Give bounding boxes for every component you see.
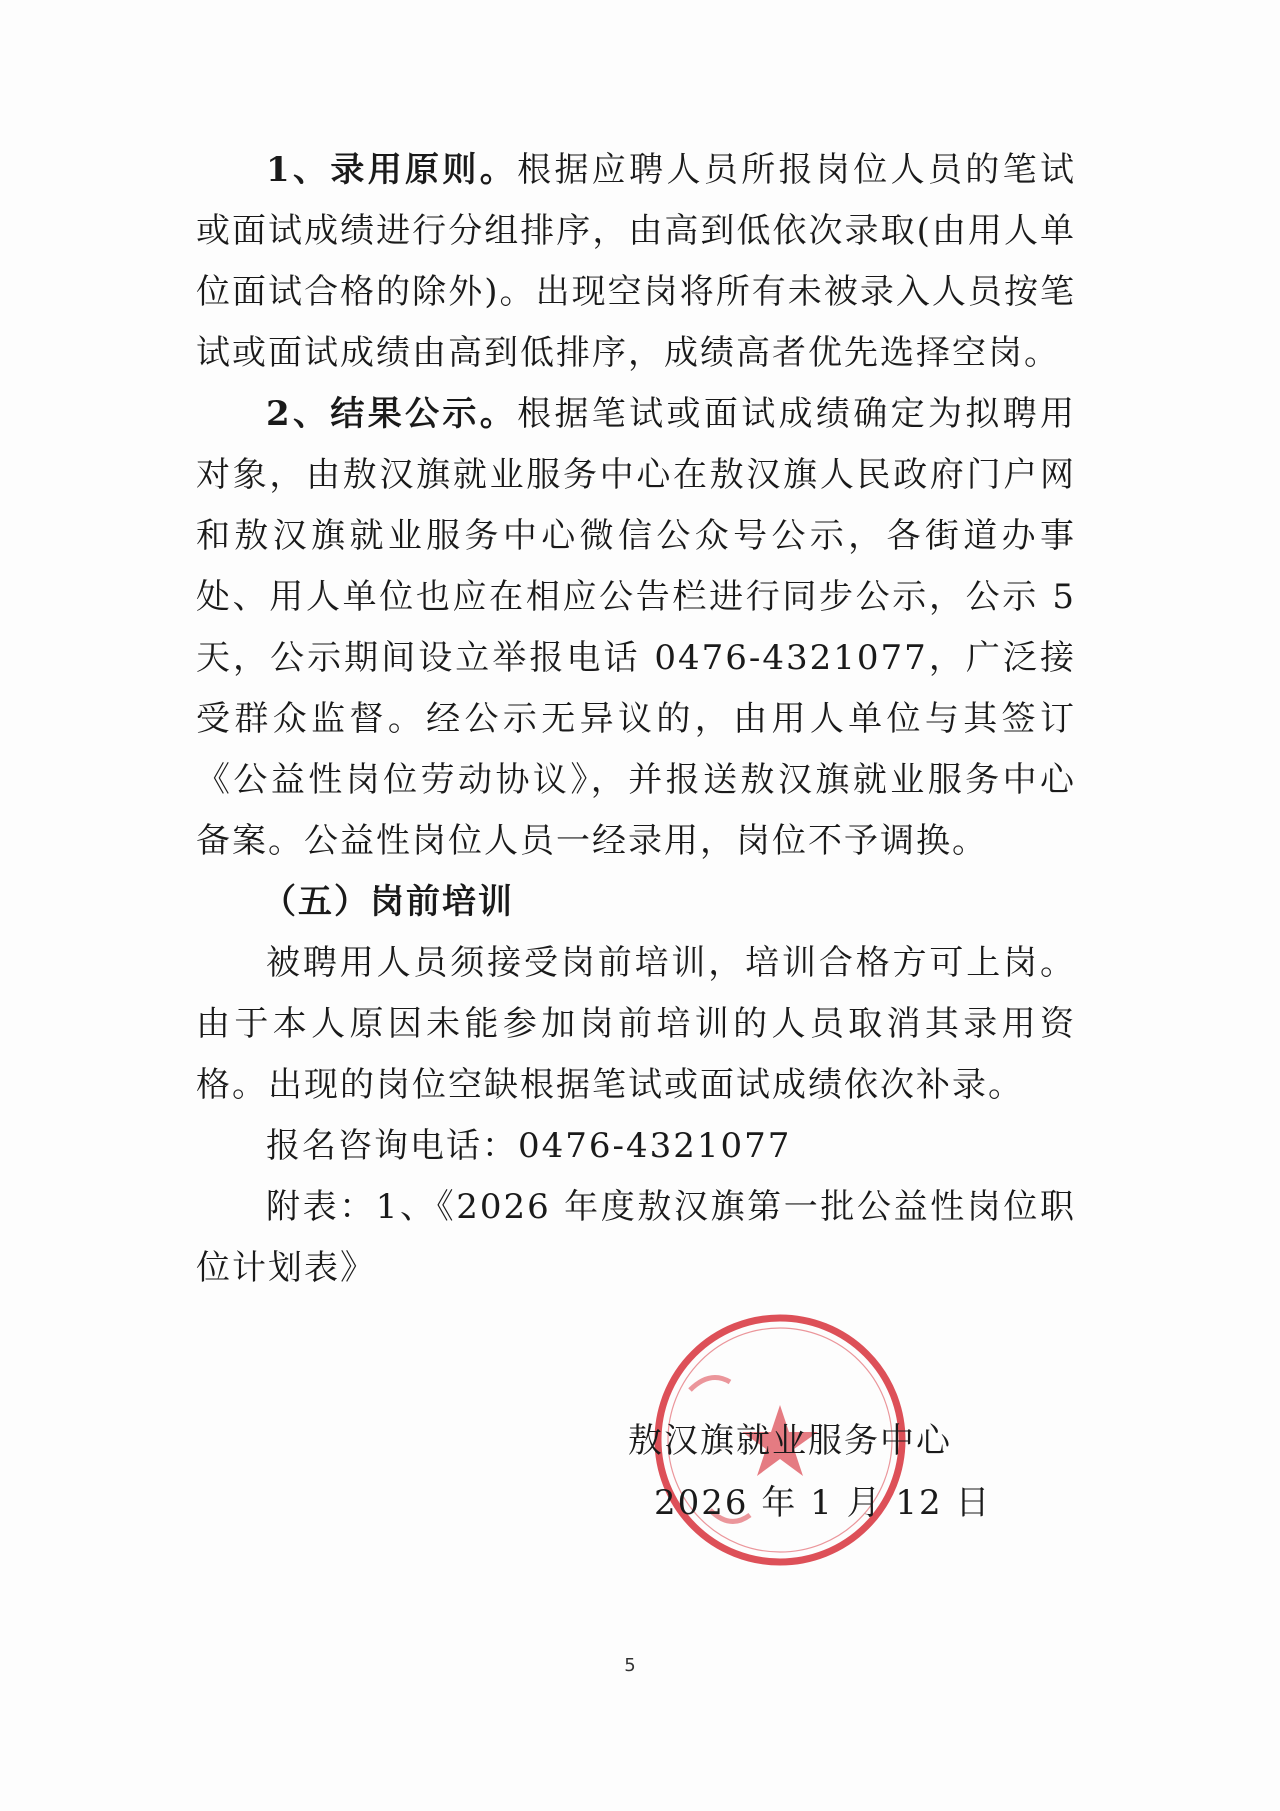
attachment-note: 附表：1、《2026 年度敖汉旗第一批公益性岗位职位计划表》 (196, 1187, 1076, 1288)
signature-organization: 敖汉旗就业服务中心 (628, 1421, 952, 1461)
heading-result-publicity: 2、结果公示。 (266, 394, 518, 434)
paragraph-training: 被聘用人员须接受岗前培训，培训合格方可上岗。由于本人原因未能参加岗前培训的人员取消其录用资格。出现的岗位空缺根据笔试或面试成绩依次补录。 (196, 943, 1076, 1105)
signature-block (628, 1410, 1048, 1534)
paragraph-result-publicity (196, 384, 1076, 872)
page-number: 5 (624, 1655, 636, 1676)
text-hiring-principle: 根据应聘人员所报岗位人员的笔试或面试成绩进行分组排序，由高到低依次录取(由用人单位面试合格的除外)。出现空岗将所有未被录入人员按笔试或面试成绩由高到低排序，成绩高者优先选择空岗。 (196, 150, 1076, 373)
heading-hiring-principle: 1、录用原则。 (266, 150, 518, 190)
signature-date: 2026 年 1 月 12 日 (654, 1483, 992, 1523)
document-body (196, 140, 1076, 1299)
contact-phone: 报名咨询电话：0476-4321077 (266, 1126, 792, 1166)
section-title-training: （五）岗前培训 (262, 882, 514, 922)
paragraph-hiring-principle (196, 140, 1076, 384)
text-result-publicity: 根据笔试或面试成绩确定为拟聘用对象，由敖汉旗就业服务中心在敖汉旗人民政府门户网和敖汉旗就业服务中心微信公众号公示，各街道办事处、用人单位也应在相应公告栏进行同步公示，公示 5 天，公示期间设立举报电话 0476-4321077，广泛接受群众监督。经公示无异议的，由用人单位与其签订《公益性岗位劳动协议》，并报送敖汉旗就业服务中心备案。公益性岗位人员一经录用，岗位不予调换。 (196, 394, 1076, 861)
